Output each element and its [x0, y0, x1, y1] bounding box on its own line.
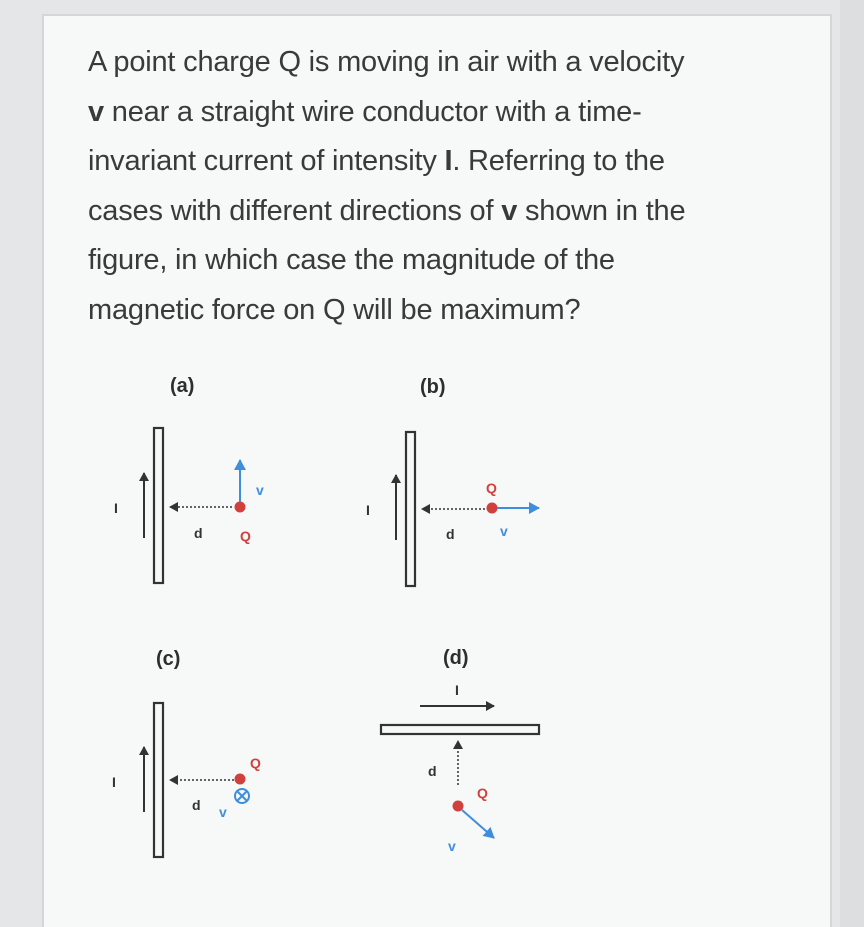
case-b-charge-label: Q	[486, 480, 497, 496]
question-line-2: v near a straight wire conductor with a time-	[88, 95, 642, 128]
case-d-charge-dot	[453, 801, 464, 812]
case-d-velocity-arrow	[462, 810, 494, 838]
case-d-velocity-label: v	[448, 838, 456, 854]
case-b-distance-label: d	[446, 526, 455, 542]
case-d-label: (d)	[443, 647, 469, 669]
case-c-label: (c)	[156, 648, 181, 670]
case-a-label: (a)	[170, 375, 195, 397]
case-b-wire	[406, 432, 415, 586]
case-d-wire	[381, 725, 539, 734]
case-a-charge-label: Q	[240, 528, 251, 544]
question-line-1: A point charge Q is moving in air with a velocity	[88, 46, 685, 78]
case-b	[366, 376, 539, 586]
case-b-label: (b)	[420, 376, 446, 398]
case-d-distance-label: d	[428, 763, 437, 779]
case-a	[114, 375, 264, 583]
case-b-current-label: I	[366, 502, 370, 518]
question-line-5: figure, in which case the magnitude of the	[88, 244, 615, 276]
case-d-charge-label: Q	[477, 785, 488, 801]
case-c-velocity-label: v	[219, 804, 227, 820]
case-b-velocity-label: v	[500, 523, 508, 539]
question-line-4: cases with different directions of v shown in the	[88, 194, 686, 227]
case-a-charge-dot	[235, 502, 246, 513]
case-b-charge-dot	[487, 503, 498, 514]
into-page-icon	[235, 789, 249, 803]
case-c-charge-dot	[235, 774, 246, 785]
case-a-current-label: I	[114, 500, 118, 516]
case-d-current-label: I	[455, 682, 459, 698]
case-c	[112, 648, 261, 857]
case-c-current-label: I	[112, 774, 116, 790]
case-c-wire	[154, 703, 163, 857]
question-line-6: magnetic force on Q will be maximum?	[88, 293, 581, 326]
case-d	[381, 647, 539, 854]
case-a-wire	[154, 428, 163, 583]
case-c-charge-label: Q	[250, 755, 261, 771]
question-line-3: invariant current of intensity I. Referring to the	[88, 145, 665, 177]
case-c-distance-label: d	[192, 797, 201, 813]
case-a-distance-label: d	[194, 525, 203, 541]
case-a-velocity-label: v	[256, 482, 264, 498]
